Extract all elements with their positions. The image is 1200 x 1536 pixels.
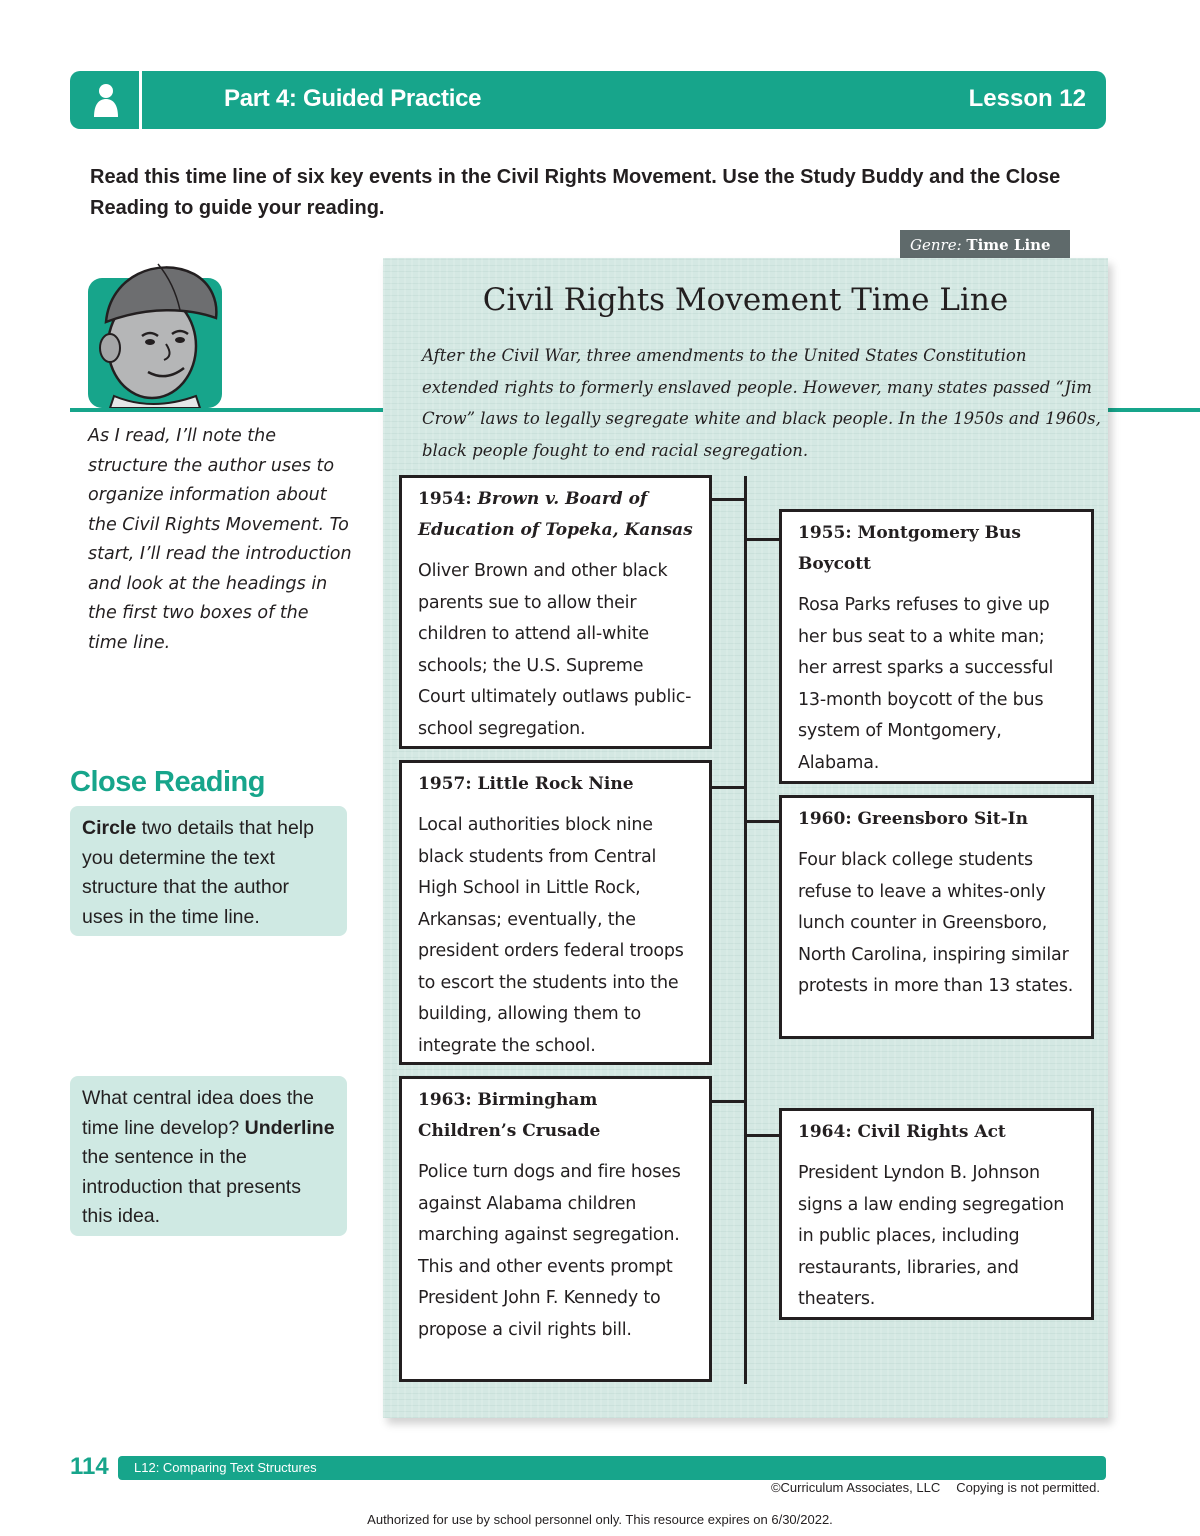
event-1954-title	[418, 484, 693, 546]
genre-tag	[900, 230, 1070, 260]
event-1964-year: 1964:	[798, 1122, 852, 1142]
event-1954	[399, 475, 712, 749]
study-buddy-avatar-icon	[88, 256, 222, 408]
event-1957	[399, 760, 712, 1065]
event-1964-name: Civil Rights Act	[857, 1122, 1006, 1142]
study-buddy-note: As I read, I’ll note the structure the author uses to organize information about the Civil Rights Movement. To start, I’ll read the introduction and look at the headings in the first two boxes of the time line.	[88, 426, 352, 653]
timeline-title: Civil Rights Movement Time Line	[482, 282, 1009, 318]
event-1955-desc: Rosa Parks refuses to give up her bus seat to a white man; her arrest sparks a successful 13-month boycott of the bus system of Montgomery, Alabama.	[798, 595, 1054, 773]
connector-1957	[710, 786, 746, 789]
prompt-2-text: the sentence in the introduction that presents this idea.	[82, 1146, 301, 1227]
close-reading-prompt-2	[70, 1076, 347, 1236]
header-icon-box	[70, 71, 142, 129]
event-1955-name: Montgomery Bus Boycott	[798, 523, 1021, 574]
event-1964	[779, 1108, 1094, 1320]
connector-1964	[746, 1134, 780, 1137]
event-1957-desc: Local authorities block nine black students from Central High School in Little Rock, Arkansas; eventually, the president orders federal troops to escort the students into the building, allowing them to integrate the school.	[418, 815, 684, 1056]
event-1964-title	[798, 1117, 1075, 1148]
lesson-header-bar	[70, 71, 1106, 129]
prompt-1-text: two details that help you determine the text structure that the author uses in the time line.	[82, 817, 314, 928]
event-1954-desc: Oliver Brown and other black parents sue to allow their children to attend all-white schools; the U.S. Supreme Court ultimately outlaws public-school segregation.	[418, 561, 692, 739]
footer-lesson-label: L12: Comparing Text Structures	[134, 1460, 317, 1475]
authorization-notice: Authorized for use by school personnel only. This resource expires on 6/30/2022.	[367, 1512, 833, 1527]
timeline-spine	[744, 476, 747, 1384]
prompt-1-action: Circle	[82, 817, 137, 839]
connector-1954	[710, 498, 746, 501]
student-icon	[92, 83, 120, 117]
event-1960	[779, 795, 1094, 1039]
close-reading-title: Close Reading	[70, 766, 265, 798]
timeline-intro: After the Civil War, three amendments to the United States Constitution extended rights to formerly enslaved people. However, many states passed “Jim Crow” laws to legally segregate white and black people. In the 1950s and 1960s, black people fought to end racial segregation.	[422, 346, 1101, 460]
event-1957-name: Little Rock Nine	[477, 774, 634, 794]
event-1963-desc: Police turn dogs and fire hoses against Alabama children marching against segregation. This and other events prompt President John F. Kennedy to propose a civil rights bill.	[418, 1162, 681, 1340]
event-1960-title	[798, 804, 1075, 835]
genre-value: Time Line	[966, 236, 1051, 254]
prompt-2-lead: What central idea does the time line develop?	[82, 1087, 314, 1139]
event-1963-title	[418, 1085, 693, 1147]
event-1955-title	[798, 518, 1075, 580]
event-1954-name: Brown v. Board of Education of Topeka, Kansas	[418, 489, 693, 540]
event-1957-year: 1957:	[418, 774, 472, 794]
event-1963	[399, 1076, 712, 1382]
event-1955	[779, 509, 1094, 784]
part-title: Part 4: Guided Practice	[224, 85, 482, 112]
event-1963-name: Birmingham Children’s Crusade	[418, 1090, 601, 1141]
event-1960-desc: Four black college students refuse to leave a whites-only lunch counter in Greensboro, North Carolina, inspiring similar protests in more than 13 states.	[798, 850, 1074, 996]
event-1955-year: 1955:	[798, 523, 852, 543]
footer-copyright	[771, 1480, 1100, 1495]
connector-1963	[710, 1100, 746, 1103]
event-1964-desc: President Lyndon B. Johnson signs a law ending segregation in public places, including restaurants, libraries, and theaters.	[798, 1163, 1065, 1309]
event-1957-title	[418, 769, 693, 800]
event-1954-year: 1954:	[418, 489, 472, 509]
prompt-2-action: Underline	[244, 1116, 335, 1139]
event-1960-year: 1960:	[798, 809, 852, 829]
close-reading-prompt-1	[70, 806, 347, 936]
event-1963-year: 1963:	[418, 1090, 472, 1110]
instructions: Read this time line of six key events in the Civil Rights Movement. Use the Study Buddy and the Close Reading to guide your reading.	[90, 166, 1061, 219]
event-1960-name: Greensboro Sit-In	[857, 809, 1028, 829]
genre-label: Genre:	[910, 236, 962, 254]
copy-notice: Copying is not permitted.	[956, 1480, 1100, 1495]
connector-1955	[746, 538, 780, 541]
page-number: 114	[70, 1453, 109, 1480]
lesson-label: Lesson 12	[968, 85, 1086, 112]
connector-1960	[746, 820, 780, 823]
copyright-text: ©Curriculum Associates, LLC	[770, 1480, 941, 1495]
